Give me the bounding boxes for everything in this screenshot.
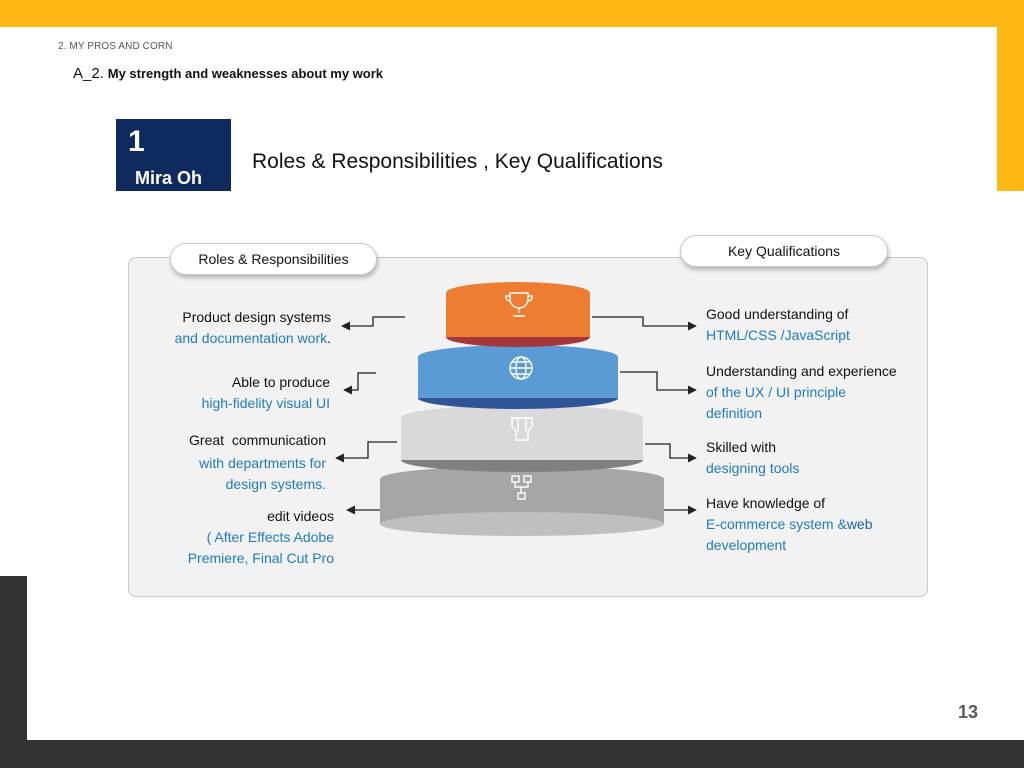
qual-1-line-2: HTML/CSS /JavaScript <box>706 327 850 343</box>
role-item-3 <box>130 430 326 495</box>
qualification-item-4 <box>706 493 921 556</box>
qual-3-line-2: designing tools <box>706 460 800 476</box>
badge-name: Mira Oh <box>135 168 203 188</box>
role-1-line-1: Product design systems <box>182 309 331 325</box>
qual-2-line-1: Understanding and experience <box>706 363 897 379</box>
tier-1-disc <box>446 282 590 347</box>
page-title: Roles & Responsibilities , Key Qualifications <box>252 150 663 173</box>
role-item-4 <box>130 506 334 569</box>
role-4-line-1: edit videos <box>267 508 334 524</box>
role-item-2 <box>130 372 330 414</box>
qual-4-line-3: development <box>706 537 787 553</box>
role-3-line-1: Great communication <box>189 432 326 448</box>
qual-2-line-2: of the UX / UI principle <box>706 384 847 400</box>
role-4-line-3: Premiere, Final Cut Pro <box>187 550 334 566</box>
qual-4-line-1: Have knowledge of <box>706 495 826 511</box>
connector-qual-1 <box>592 317 696 326</box>
qual-1-line-1: Good understanding of <box>706 306 849 322</box>
role-1-line-2 <box>130 328 331 349</box>
qualification-item-3 <box>706 437 921 479</box>
section-label: 2. MY PROS AND CORN <box>58 41 173 52</box>
role-1-period: . <box>327 330 331 346</box>
qual-4-line-2b: web <box>846 516 873 532</box>
tier-3-disc <box>401 405 643 472</box>
page-number: 13 <box>958 702 979 722</box>
role-2-line-2: high-fidelity visual UI <box>201 395 330 411</box>
subtitle-code: A_2. <box>73 65 104 82</box>
connector-role-1 <box>342 317 405 326</box>
roles-pill-label: Roles & Responsibilities <box>170 243 377 275</box>
connector-qual-3 <box>645 444 696 458</box>
qual-4-line-2a: E-commerce system & <box>706 516 847 532</box>
subtitle-text: My strength and weaknesses about my work <box>107 66 383 81</box>
connector-qual-2 <box>620 372 696 390</box>
role-3-line-3: design systems. <box>225 476 326 492</box>
qual-3-line-1: Skilled with <box>706 439 777 455</box>
role-2-line-1: Able to produce <box>231 374 330 390</box>
role-4-line-2: ( After Effects Adobe <box>206 529 334 545</box>
qualification-item-1 <box>706 304 921 346</box>
connector-role-2 <box>344 373 376 390</box>
qual-2-line-3: definition <box>706 405 763 421</box>
badge-number: 1 <box>128 125 145 158</box>
role-item-1 <box>130 307 331 349</box>
role-3-line-2: with departments for <box>199 455 326 471</box>
connector-role-3 <box>336 442 397 458</box>
qualifications-pill-label: Key Qualifications <box>680 235 888 267</box>
tier-4-disc <box>380 466 664 536</box>
qualification-item-2 <box>706 361 921 424</box>
qual-4-line-2 <box>706 514 921 535</box>
role-1-line-2-blue: and documentation work <box>174 330 328 346</box>
